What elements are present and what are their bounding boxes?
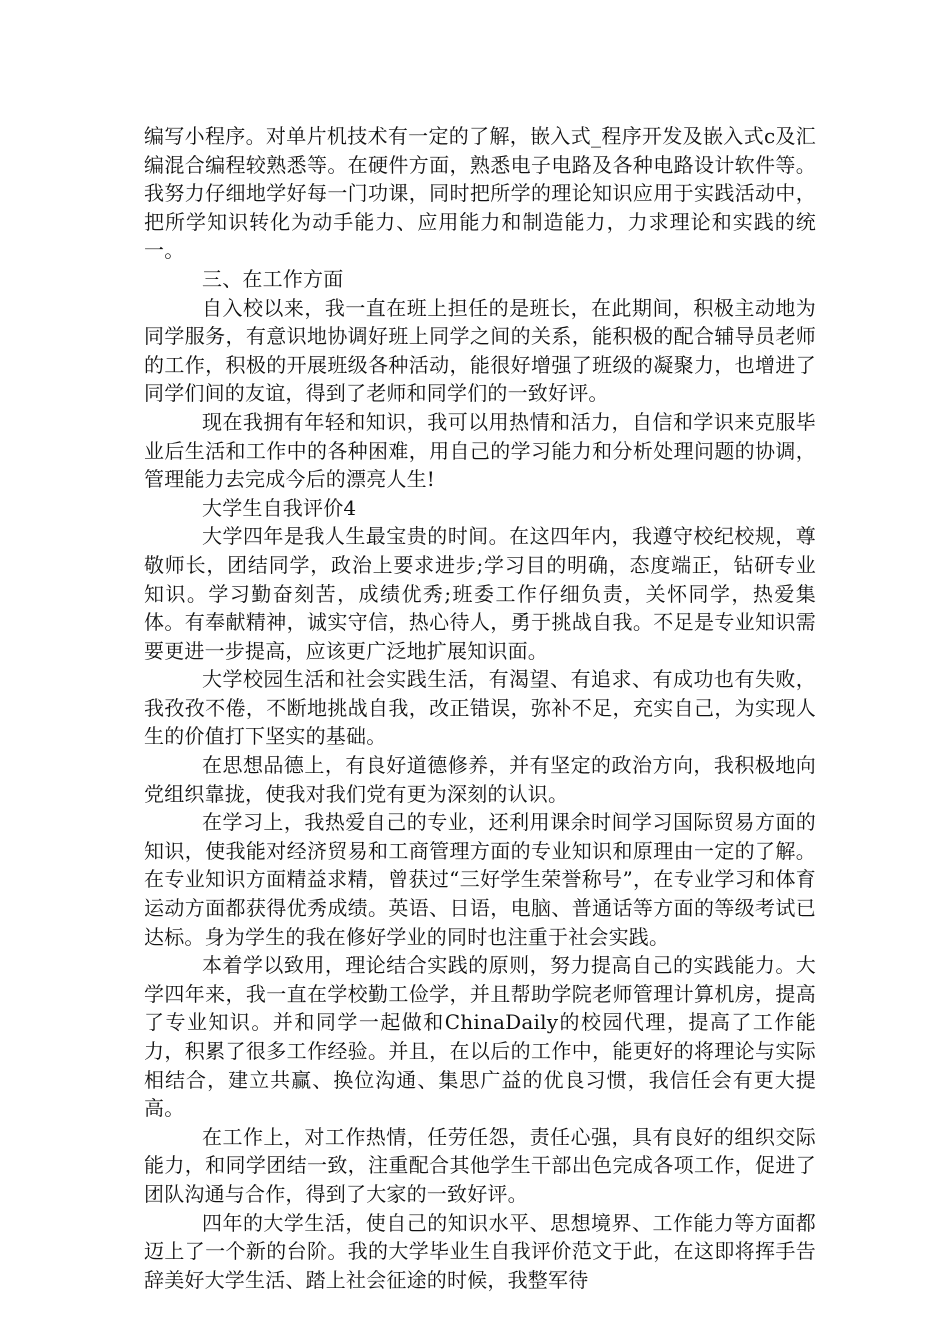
section-heading-work: 三、在工作方面 <box>202 266 344 291</box>
paragraph-work: 在工作上，对工作热情，任劳任怨，责任心强，具有良好的组织交际能力，和同学团结一致，注重配合其他学生干部出色完成各项工作，促进了团队沟通与合作，得到了大家的一致好评。 <box>144 1124 816 1206</box>
section-heading-evaluation-4: 大学生自我评价4 <box>202 495 357 520</box>
paragraph-conclusion: 四年的大学生活，使自己的知识水平、思想境界、工作能力等方面都迈上了一个新的台阶。我的大学毕业生自我评价范文于此，在这即将挥手告辞美好大学生活、踏上社会征途的时候，我整军待 <box>144 1210 816 1292</box>
paragraph-future: 现在我拥有年轻和知识，我可以用热情和活力，自信和学识来克服毕业后生活和工作中的各种困难，用自己的学习能力和分析处理问题的协调，管理能力去完成今后的漂亮人生! <box>144 409 816 492</box>
paragraph-class-monitor: 自入校以来，我一直在班上担任的是班长，在此期间，积极主动地为同学服务，有意识地协调好班上同学之间的关系，能积极的配合辅导员老师的工作，积极的开展班级各种活动，能很好增强了班级的凝聚力，也增进了同学们间的友谊，得到了老师和同学们的一致好评。 <box>144 295 816 406</box>
paragraph-practice: 本着学以致用，理论结合实践的原则，努力提高自己的实践能力。大学四年来，我一直在学校勤工俭学，并且帮助学院老师管理计算机房，提高了专业知识。并和同学一起做和ChinaDaily的校园代理，提高了工作能力，积累了很多工作经验。并且，在以后的工作中，能更好的将理论与实际相结合，建立共赢、换位沟通、集思广益的优良习惯，我信任会有更大提高。 <box>144 953 816 1121</box>
paragraph-continuation: 编写小程序。对单片机技术有一定的了解，嵌入式_程序开发及嵌入式c及汇编混合编程较熟悉等。在硬件方面，熟悉电子电路及各种电路设计软件等。我努力仔细地学好每一门功课，同时把所学的理论知识应用于实践活动中，把所学知识转化为动手能力、应用能力和制造能力，力求理论和实践的统一。 <box>144 124 816 263</box>
paragraph-four-years: 大学四年是我人生最宝贵的时间。在这四年内，我遵守校纪校规，尊敬师长，团结同学，政治上要求进步;学习目的明确，态度端正，钻研专业知识。学习勤奋刻苦，成绩优秀;班委工作仔细负责，关怀同学，热爱集体。有奉献精神，诚实守信，热心待人，勇于挑战自我。不足是专业知识需要更进一步提高，应该更广泛地扩展知识面。 <box>144 524 816 663</box>
document-body <box>144 122 816 1294</box>
paragraph-study: 在学习上，我热爱自己的专业，还利用课余时间学习国际贸易方面的知识，使我能对经济贸易和工商管理方面的专业知识和原理由一定的了解。在专业知识方面精益求精，曾获过“三好学生荣誉称号”，在专业学习和体育运动方面都获得优秀成绩。英语、日语，电脑、普通话等方面的等级考试已达标。身为学生的我在修好学业的同时也注重于社会实践。 <box>144 810 816 949</box>
paragraph-morality: 在思想品德上，有良好道德修养，并有坚定的政治方向，我积极地向党组织靠拢，使我对我们党有更为深刻的认识。 <box>144 753 816 806</box>
paragraph-campus-life: 大学校园生活和社会实践生活，有渴望、有追求、有成功也有失败，我孜孜不倦，不断地挑战自我，改正错误，弥补不足，充实自己，为实现人生的价值打下坚实的基础。 <box>144 667 816 749</box>
